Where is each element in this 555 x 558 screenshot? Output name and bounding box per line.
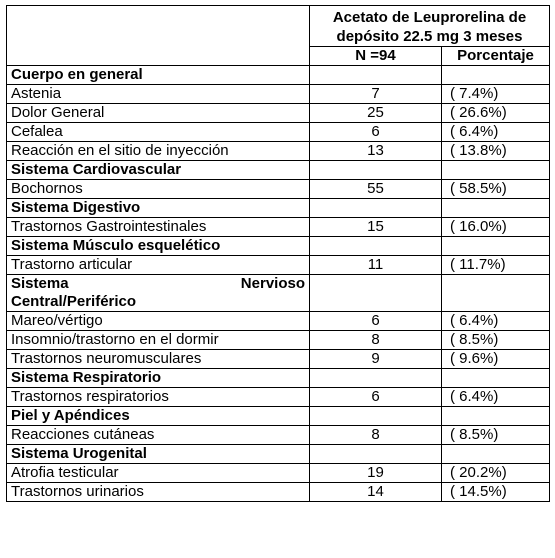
row-n: 13 — [310, 142, 442, 161]
section-row — [7, 199, 550, 218]
row-pct: ( 20.2%) — [442, 464, 550, 483]
section-row — [7, 275, 550, 312]
table-row — [7, 256, 550, 275]
table-row — [7, 331, 550, 350]
table-row — [7, 388, 550, 407]
group-title-line2: depósito 22.5 mg 3 meses — [336, 28, 523, 45]
row-label: Trastornos Gastrointestinales — [7, 218, 310, 237]
table-row — [7, 312, 550, 331]
row-label: Trastornos urinarios — [7, 483, 310, 502]
row-pct: ( 6.4%) — [442, 388, 550, 407]
pct-column-header: Porcentaje — [442, 47, 550, 66]
table-row — [7, 85, 550, 104]
row-label: Cefalea — [7, 123, 310, 142]
table-row — [7, 180, 550, 199]
table-row — [7, 104, 550, 123]
header-row-columns — [7, 47, 550, 66]
row-label: Trastorno articular — [7, 256, 310, 275]
row-label: Dolor General — [7, 104, 310, 123]
section-title: Sistema Músculo esquelético — [7, 237, 310, 256]
row-pct: ( 14.5%) — [442, 483, 550, 502]
row-n: 11 — [310, 256, 442, 275]
group-title-cell — [310, 6, 550, 47]
table-row — [7, 218, 550, 237]
row-n: 6 — [310, 312, 442, 331]
header-empty-cell — [7, 6, 310, 47]
section-title: Sistema Digestivo — [7, 199, 310, 218]
section-row — [7, 445, 550, 464]
section-title-line1: Sistema Nervioso — [11, 275, 305, 292]
row-pct: ( 58.5%) — [442, 180, 550, 199]
section-row — [7, 369, 550, 388]
row-pct: ( 13.8%) — [442, 142, 550, 161]
row-label: Reacción en el sitio de inyección — [7, 142, 310, 161]
row-n: 8 — [310, 426, 442, 445]
adverse-events-table — [6, 5, 550, 502]
row-n: 25 — [310, 104, 442, 123]
table-row — [7, 142, 550, 161]
row-label: Reacciones cutáneas — [7, 426, 310, 445]
row-label: Atrofia testicular — [7, 464, 310, 483]
row-n: 7 — [310, 85, 442, 104]
row-label: Insomnio/trastorno en el dormir — [7, 331, 310, 350]
row-n: 19 — [310, 464, 442, 483]
section-title — [7, 275, 310, 312]
header-row-group — [7, 6, 550, 47]
table-row — [7, 426, 550, 445]
row-pct: ( 11.7%) — [442, 256, 550, 275]
row-pct: ( 26.6%) — [442, 104, 550, 123]
row-n: 9 — [310, 350, 442, 369]
section-title: Piel y Apéndices — [7, 407, 310, 426]
row-label: Bochornos — [7, 180, 310, 199]
row-label: Mareo/vértigo — [7, 312, 310, 331]
section-title: Sistema Respiratorio — [7, 369, 310, 388]
row-n: 14 — [310, 483, 442, 502]
row-n: 8 — [310, 331, 442, 350]
table-row — [7, 350, 550, 369]
table-row — [7, 464, 550, 483]
row-label: Trastornos respiratorios — [7, 388, 310, 407]
table-row — [7, 483, 550, 502]
row-n: 6 — [310, 123, 442, 142]
section-row — [7, 161, 550, 180]
n-column-header: N =94 — [310, 47, 442, 66]
table-row — [7, 123, 550, 142]
section-title: Sistema Urogenital — [7, 445, 310, 464]
row-label: Trastornos neuromusculares — [7, 350, 310, 369]
row-pct: ( 9.6%) — [442, 350, 550, 369]
row-pct: ( 8.5%) — [442, 426, 550, 445]
row-pct: ( 6.4%) — [442, 123, 550, 142]
row-n: 6 — [310, 388, 442, 407]
group-title-line1: Acetato de Leuprorelina de — [332, 9, 527, 26]
section-row — [7, 407, 550, 426]
row-n: 55 — [310, 180, 442, 199]
header-empty-cell-2 — [7, 47, 310, 66]
row-pct: ( 7.4%) — [442, 85, 550, 104]
row-pct: ( 16.0%) — [442, 218, 550, 237]
section-title: Sistema Cardiovascular — [7, 161, 310, 180]
section-row — [7, 237, 550, 256]
row-n: 15 — [310, 218, 442, 237]
section-title: Cuerpo en general — [7, 66, 310, 85]
section-title-line2: Central/Periférico — [11, 293, 137, 310]
row-pct: ( 6.4%) — [442, 312, 550, 331]
section-row — [7, 66, 550, 85]
row-pct: ( 8.5%) — [442, 331, 550, 350]
row-label: Astenia — [7, 85, 310, 104]
